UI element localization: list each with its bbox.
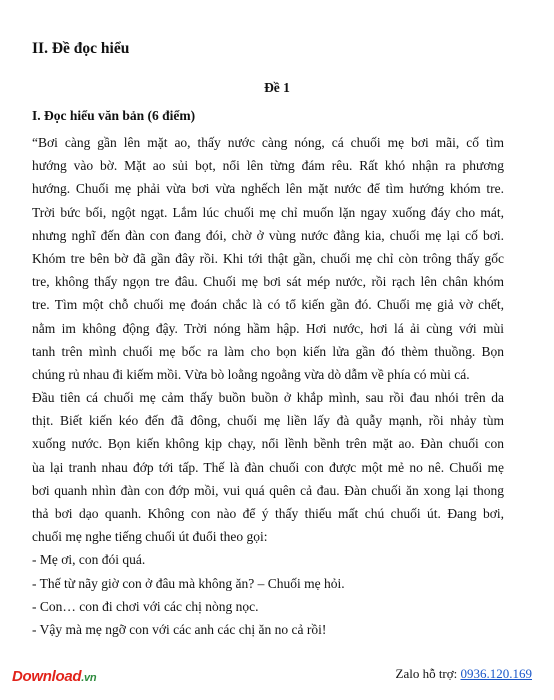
- passage-line: chuối mẹ nghe tiếng chuối út đuổi theo gọi:: [32, 529, 268, 545]
- zalo-label: Zalo hỗ trợ:: [395, 666, 461, 681]
- passage-line: - Mẹ ơi, con đói quá.: [32, 552, 146, 568]
- section-heading: II. Đề đọc hiểu: [32, 40, 130, 57]
- exam-title: Đề 1: [264, 80, 290, 95]
- passage-line: hướng. Chuối mẹ phải vừa bơi vừa nghếch lên mặt nước để tìm hướng khóm tre.: [32, 181, 504, 197]
- passage-line: Khóm tre bên bờ đã gần đây rồi. Khi tới thật gần, chuối mẹ chỉ còn trông thấy gốc: [32, 250, 504, 266]
- passage-line: - Con… con đi chơi với các chị nòng nọc.: [32, 598, 259, 614]
- passage-line: tre. Tìm một chỗ chuối mẹ đoán chắc là có tổ kiến gần đó. Chuối mẹ giả vờ chết,: [32, 297, 504, 313]
- passage-line: bơi quanh nhìn đàn con đớp mồi, vui quá quên cả đau. Đàn chuối ăn xong lại thong: [32, 482, 504, 498]
- passage-line: tre, không thấy ngọn tre đâu. Chuối mẹ bơi sát mép nước, rồi rạch lên chân khóm: [32, 274, 504, 290]
- passage-line: hướng vào bờ. Mặt ao sủi bọt, nổi lên từng đám rêu. Rất khó nhận ra phương: [32, 158, 504, 174]
- passage-line: tanh trên mình chuối mẹ bốc ra làm cho bọn kiến lửa gần đó thèm thuồng. Bọn: [32, 343, 504, 359]
- logo-main-text: Download: [12, 668, 82, 685]
- part-heading: I. Đọc hiểu văn bản (6 điểm): [32, 108, 196, 123]
- passage-line: - Vậy mà mẹ ngỡ con với các anh các chị ăn no cả rồi!: [32, 621, 327, 637]
- zalo-support: [396, 666, 533, 682]
- passage-line: chúng rủ nhau đi kiếm mồi. Vừa bò loằng ngoằng vừa dò dẫm về phía có mùi cá.: [32, 366, 470, 382]
- passage-line: nhưng nghĩ đến đàn con đang đói, chờ ở vùng nước đằng kia, chuối mẹ lại cố bơi.: [32, 227, 504, 243]
- passage-line: - Thế từ nãy giờ con ở đâu mà không ăn? – Chuối mẹ hỏi.: [32, 575, 345, 591]
- passage-line: nằm im không động đậy. Trời nóng hầm hập. Hơi nước, hơi lá ải cùng với mùi: [32, 320, 504, 336]
- passage-line: thả bơi dạo quanh. Không con nào để ý thấy thiếu mất chú chuối út. Đang bơi,: [32, 506, 504, 521]
- passage-line: ùa lại tranh nhau đớp tới tấp. Thế là đàn chuối con được một mẻ no nê. Chuối mẹ: [32, 459, 504, 475]
- passage-line: Đầu tiên cá chuối mẹ cảm thấy buồn buồn ở khắp mình, sau rồi đau nhói trên da: [32, 390, 504, 406]
- zalo-phone-link[interactable]: 0936.120.169: [460, 666, 532, 681]
- passage-line: xuống nước. Bọn kiến không kịp chạy, nổi lềnh bềnh trên mặt ao. Đàn chuối con: [32, 436, 504, 452]
- passage-line: thịt. Biết kiến kéo đến đã đông, chuối mẹ liền lấy đà quẫy mạnh, rồi nhảy tùm: [32, 413, 504, 429]
- logo-suffix-text: .vn: [81, 672, 97, 684]
- passage-line: “Bơi càng gần lên mặt ao, thấy nước càng nóng, cá chuối mẹ bơi mãi, cố tìm: [32, 135, 504, 150]
- page-footer: [0, 664, 554, 694]
- passage-text: [32, 131, 504, 641]
- passage-line: Trời bức bối, ngột ngạt. Lắm lúc chuối mẹ chỉ muốn lặn ngay xuống đáy cho mát,: [32, 204, 504, 220]
- download-vn-logo[interactable]: [12, 668, 96, 685]
